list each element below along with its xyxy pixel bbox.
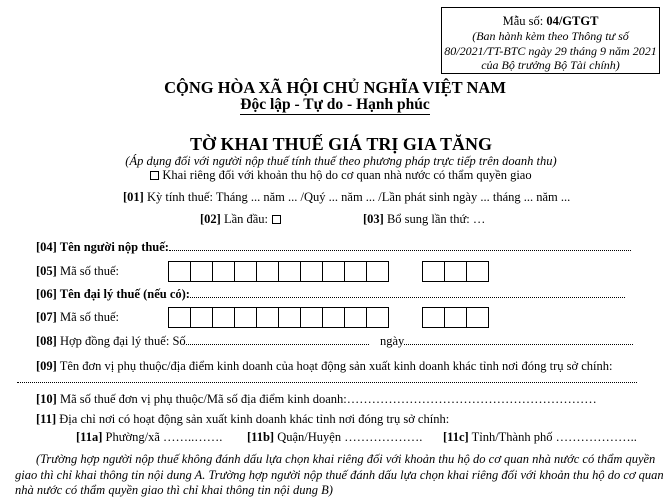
page-title: TỜ KHAI THUẾ GIÁ TRỊ GIA TĂNG [189, 134, 493, 154]
digit-box[interactable] [300, 261, 323, 282]
province-input[interactable]: Tỉnh/Thành phố ……………….. [468, 430, 637, 444]
field-code: [01] [123, 190, 144, 204]
field-11b-district [247, 430, 422, 444]
page-subtitle: (Áp dụng đối với người nộp thuế tính thuế theo phương pháp trực tiếp trên doanh thu) [125, 154, 557, 168]
field-label: Mã số thuế: [56, 310, 119, 324]
digit-box[interactable] [322, 307, 345, 328]
field-07-agent-tax-code [36, 310, 119, 324]
digit-box[interactable] [422, 307, 445, 328]
field-08-agent-contract [36, 334, 369, 348]
digit-box[interactable] [366, 261, 389, 282]
separate-declaration-label: Khai riêng đối với khoản thu hộ do cơ quan nhà nước có thẩm quyền giao [162, 168, 532, 182]
field-code: [11b] [247, 430, 275, 444]
issued-line-2: 80/2021/TT-BTC ngày 29 tháng 9 năm 2021 [444, 43, 657, 58]
field-code: [05] [36, 264, 57, 278]
separate-declaration-checkbox[interactable] [150, 171, 159, 180]
field-11-business-address [36, 412, 449, 426]
ward-input[interactable]: Phường/xã ……..……. [102, 430, 223, 444]
agent-tax-code-branch-boxes[interactable] [422, 307, 489, 328]
digit-box[interactable] [278, 307, 301, 328]
field-10-dependent-unit-tax-code [36, 392, 597, 406]
field-05-tax-code [36, 264, 119, 278]
field-label: Địa chỉ nơi có hoạt động sản xuất kinh doanh khác tỉnh nơi đóng trụ sở chính: [56, 412, 450, 426]
digit-box[interactable] [466, 261, 489, 282]
digit-box[interactable] [190, 261, 213, 282]
form-number [442, 14, 659, 29]
motto [0, 96, 670, 114]
digit-box[interactable] [444, 261, 467, 282]
field-08-contract-date [380, 334, 633, 348]
digit-box[interactable] [344, 307, 367, 328]
contract-number-input[interactable] [186, 344, 369, 345]
agent-name-input[interactable] [190, 297, 625, 298]
taxpayer-name-input[interactable] [169, 250, 631, 251]
form-number-label: Mẫu số: [502, 14, 547, 28]
digit-box[interactable] [168, 261, 191, 282]
form-code: 04/GTGT [546, 14, 599, 28]
field-label: Mã số thuế: [56, 264, 119, 278]
field-label: Mã số thuế đơn vị phụ thuộc/Mã số địa điểm kinh doanh: [56, 392, 347, 406]
tax-code-main-boxes[interactable] [168, 261, 389, 282]
field-code: [07] [36, 310, 57, 324]
field-09-dependent-unit-name [36, 359, 612, 373]
digit-box[interactable] [278, 261, 301, 282]
field-label[interactable]: Bổ sung lần thứ: … [383, 212, 486, 226]
nation-heading: CỘNG HÒA XÃ HỘI CHỦ NGHĨA VIỆT NAM [164, 78, 506, 97]
digit-box[interactable] [366, 307, 389, 328]
field-label: Hợp đồng đại lý thuế: Số [56, 334, 186, 348]
field-04-taxpayer-name [36, 240, 631, 254]
issued-line-3: của Bộ trưởng Bộ Tài chính) [481, 58, 620, 72]
district-input[interactable]: Quận/Huyện ………………. [274, 430, 423, 444]
digit-box[interactable] [190, 307, 213, 328]
field-label: Tên người nộp thuế: [56, 240, 169, 254]
digit-box[interactable] [444, 307, 467, 328]
field-code: [04] [36, 240, 57, 254]
field-code: [09] [36, 359, 57, 373]
field-label: Tên đại lý thuế (nếu có): [56, 287, 190, 301]
contract-date-input[interactable] [404, 344, 633, 345]
field-11a-ward [76, 430, 222, 444]
digit-box[interactable] [234, 307, 257, 328]
tax-code-branch-boxes[interactable] [422, 261, 489, 282]
instruction-note: (Trường hợp người nộp thuế không đánh dấu lựa chọn khai riêng đối với khoản thu hộ do cơ quan nhà nước có thẩm quyền giao thì chỉ khai thông tin nội dung A. Trường hợp người nộp thuế đánh dấu lựa chọn khai riêng đối với khoản thu hộ do cơ quan nhà nước có thẩm quyền giao thì chỉ khai thông tin nội dung B) [15, 452, 664, 497]
field-code: [11c] [443, 430, 469, 444]
agent-tax-code-main-boxes[interactable] [168, 307, 389, 328]
form-number-box [441, 7, 660, 74]
field-code: [02] [200, 212, 221, 226]
field-label[interactable]: Kỳ tính thuế: Tháng ... năm ... /Quý ... năm ... /Lần phát sinh ngày ... tháng ... năm ... [143, 190, 571, 204]
field-03-supplement [363, 212, 485, 226]
field-code: [06] [36, 287, 57, 301]
dependent-unit-tax-code-input[interactable]: …………………………………………………… [346, 392, 597, 406]
digit-box[interactable] [300, 307, 323, 328]
digit-box[interactable] [234, 261, 257, 282]
digit-box[interactable] [422, 261, 445, 282]
field-code: [10] [36, 392, 57, 406]
digit-box[interactable] [256, 261, 279, 282]
field-02-first-time [200, 212, 284, 226]
field-06-agent-name [36, 287, 625, 301]
first-time-checkbox[interactable] [272, 215, 281, 224]
digit-box[interactable] [344, 261, 367, 282]
field-01-tax-period [123, 190, 570, 204]
field-code: [11a] [76, 430, 103, 444]
digit-box[interactable] [466, 307, 489, 328]
digit-box[interactable] [168, 307, 191, 328]
field-code: [11] [36, 412, 57, 426]
field-code: [03] [363, 212, 384, 226]
digit-box[interactable] [212, 307, 235, 328]
digit-box[interactable] [256, 307, 279, 328]
field-11c-province [443, 430, 637, 444]
digit-box[interactable] [322, 261, 345, 282]
field-label: Tên đơn vị phụ thuộc/địa điểm kinh doanh của hoạt động sản xuất kinh doanh khác tỉnh nơi đóng trụ sở chính: [56, 359, 613, 373]
issued-line-1: (Ban hành kèm theo Thông tư số [472, 29, 629, 43]
digit-box[interactable] [212, 261, 235, 282]
field-code: [08] [36, 334, 57, 348]
field-label: Lần đầu: [220, 212, 272, 226]
contract-date-label: ngày [380, 334, 405, 348]
separate-declaration [6, 168, 670, 183]
dependent-unit-name-input[interactable] [17, 379, 637, 383]
motto-text: Độc lập - Tự do - Hạnh phúc [240, 96, 430, 113]
